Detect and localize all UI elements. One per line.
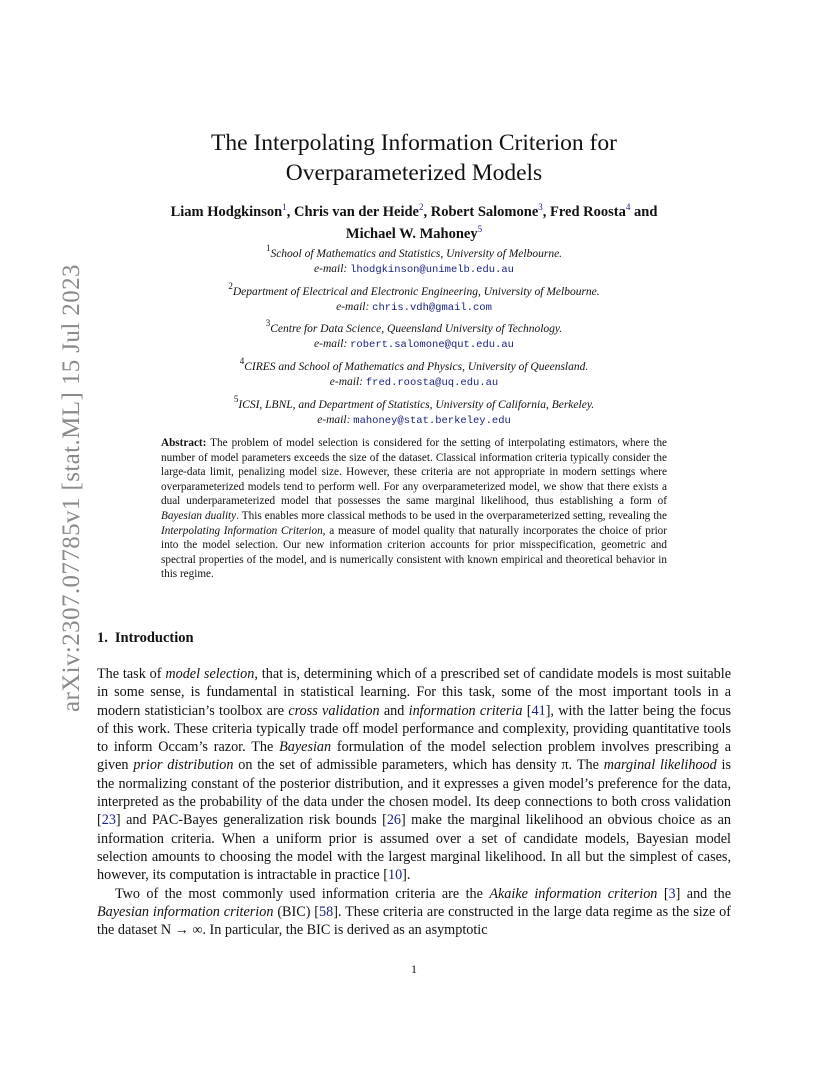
affiliation-3 [150,318,678,352]
author: Robert Salomone$^3$, [430,202,551,220]
section-number: 1. [97,630,108,646]
section-title: Introduction [114,630,194,646]
affiliation-2 [150,281,678,315]
citation-link[interactable]: 41 [531,702,546,719]
introduction-body [97,665,731,939]
citation-link[interactable]: 23 [101,812,116,829]
email-link[interactable]: chris.vdh@gmail.com [372,301,492,314]
affiliation-5 [150,394,678,428]
author: Fred Roosta$^4$ and [550,202,658,220]
affiliation-institution: ICSI, LBNL, and Department of Statistics, University of California, Berkeley. [238,399,595,411]
paragraph-2: Two of the most commonly used information criteria are the Akaike information criterion [3] and the Bayesian information criterion (BIC) [58]. These criteria are constructed in the large data regime as the size of the dataset N → ∞. In particular, the BIC is derived as an asymptotic [97,885,731,939]
paragraph-1: The task of model selection, that is, determining which of a prescribed set of candidate models is most suitable in some sense, is fundamental in statistical learning. For this task, some of the most important tools in a modern statistician’s toolbox are cross validation and information criteria [41], with the latter being the focus of this work. These criteria typically trade off model performance and complexity, providing quantitative tools to inform Occam’s razor. The Bayesian formulation of the model selection problem involves prescribing a given prior distribution on the set of admissible parameters, which has density π. The marginal likelihood is the normalizing constant of the posterior distribution, and it expresses a given model’s preference for the data, interpreted as the probability of the data under the chosen model. Its deep connections to both cross validation [23] and PAC-Bayes generalization risk bounds [26] make the marginal likelihood an obvious choice as an information criteria. When a uniform prior is assumed over a set of candidate models, Bayesian model selection amounts to choosing the model with the largest marginal likelihood. In all but the simplest of cases, however, its computation is intractable in practice [10]. [97,666,732,884]
title-line-1: The Interpolating Information Criterion for [211,130,617,156]
arxiv-identifier-stamp: arXiv:2307.07785v1 [stat.ML] 15 Jul 2023 [58,264,85,712]
abstract-text: , a measure of model quality that naturally incorporates the choice of prior into the model selection. Our new information criterion accounts for prior misspecification, geometric and spectral properties of the model, and is numerically consistent with known empirical and theoretical behavior in this regime. [161,524,667,581]
affiliation-ref[interactable]: 2 [418,202,424,212]
abstract-text: . This enables more classical methods to be used in the overparameterized setting, revealing the [236,509,667,522]
email-label: e-mail: [314,337,348,350]
abstract-emphasis: Interpolating Information Criterion [161,524,323,537]
email-label: e-mail: [314,262,348,275]
affiliation-ref[interactable]: 1 [282,202,287,212]
affiliation-institution: School of Mathematics and Statistics, University of Melbourne. [270,248,563,260]
affiliation-number: 2 [228,281,233,291]
author: Michael W. Mahoney$^5$ [345,224,483,242]
affiliation-ref[interactable]: 5 [477,224,483,234]
affiliation-1 [150,243,678,277]
section-heading-introduction [97,630,194,647]
citation-link[interactable]: 26 [386,812,401,829]
citation-link[interactable]: 3 [668,885,676,902]
affiliation-institution: Department of Electrical and Electronic Engineering, University of Melbourne. [232,286,600,298]
affiliation-ref[interactable]: 4 [625,202,631,212]
abstract-emphasis: Bayesian duality [161,509,237,522]
email-link[interactable]: fred.roosta@uq.edu.au [365,376,499,389]
affiliation-number: 5 [233,394,239,404]
author: Liam Hodgkinson$^1$, [170,202,294,220]
abstract [161,436,667,582]
paper-title [96,128,732,188]
affiliation-ref[interactable]: 3 [538,202,543,212]
citation-link[interactable]: 58 [319,903,334,920]
email-link[interactable]: lhodgkinson@unimelb.edu.au [350,263,514,276]
email-link[interactable]: robert.salomone@qut.edu.au [350,338,514,351]
email-link[interactable]: mahoney@stat.berkeley.edu [353,414,511,427]
affiliation-number: 1 [265,243,271,253]
page-number: 1 [411,962,417,976]
email-label: e-mail: [336,300,370,313]
abstract-text: The problem of model selection is considered for the setting of interpolating estimators, where the number of model parameters exceeds the size of the dataset. Classical information criteria typically consider the large-data limit, penalizing model size. However, these criteria are not appropriate in modern settings where overparameterized models tend to perform well. For any overparameterized model, we show that there exists a dual underparameterized model that possesses the same marginal likelihood, thus establishing a form of [161,437,667,508]
affiliation-institution: CIRES and School of Mathematics and Physics, University of Queensland. [244,361,589,373]
author-list [150,201,678,245]
email-label: e-mail: [329,375,363,388]
affiliation-number: 3 [265,318,271,328]
affiliation-number: 4 [239,356,245,366]
title-line-2: Overparameterized Models [285,160,543,186]
abstract-label: Abstract: [161,437,207,449]
affiliation-4 [150,356,678,390]
email-label: e-mail: [317,413,351,426]
citation-link[interactable]: 10 [387,867,403,884]
author: Chris van der Heide$^2$, [293,202,431,220]
affiliation-institution: Centre for Data Science, Queensland University of Technology. [270,323,563,335]
